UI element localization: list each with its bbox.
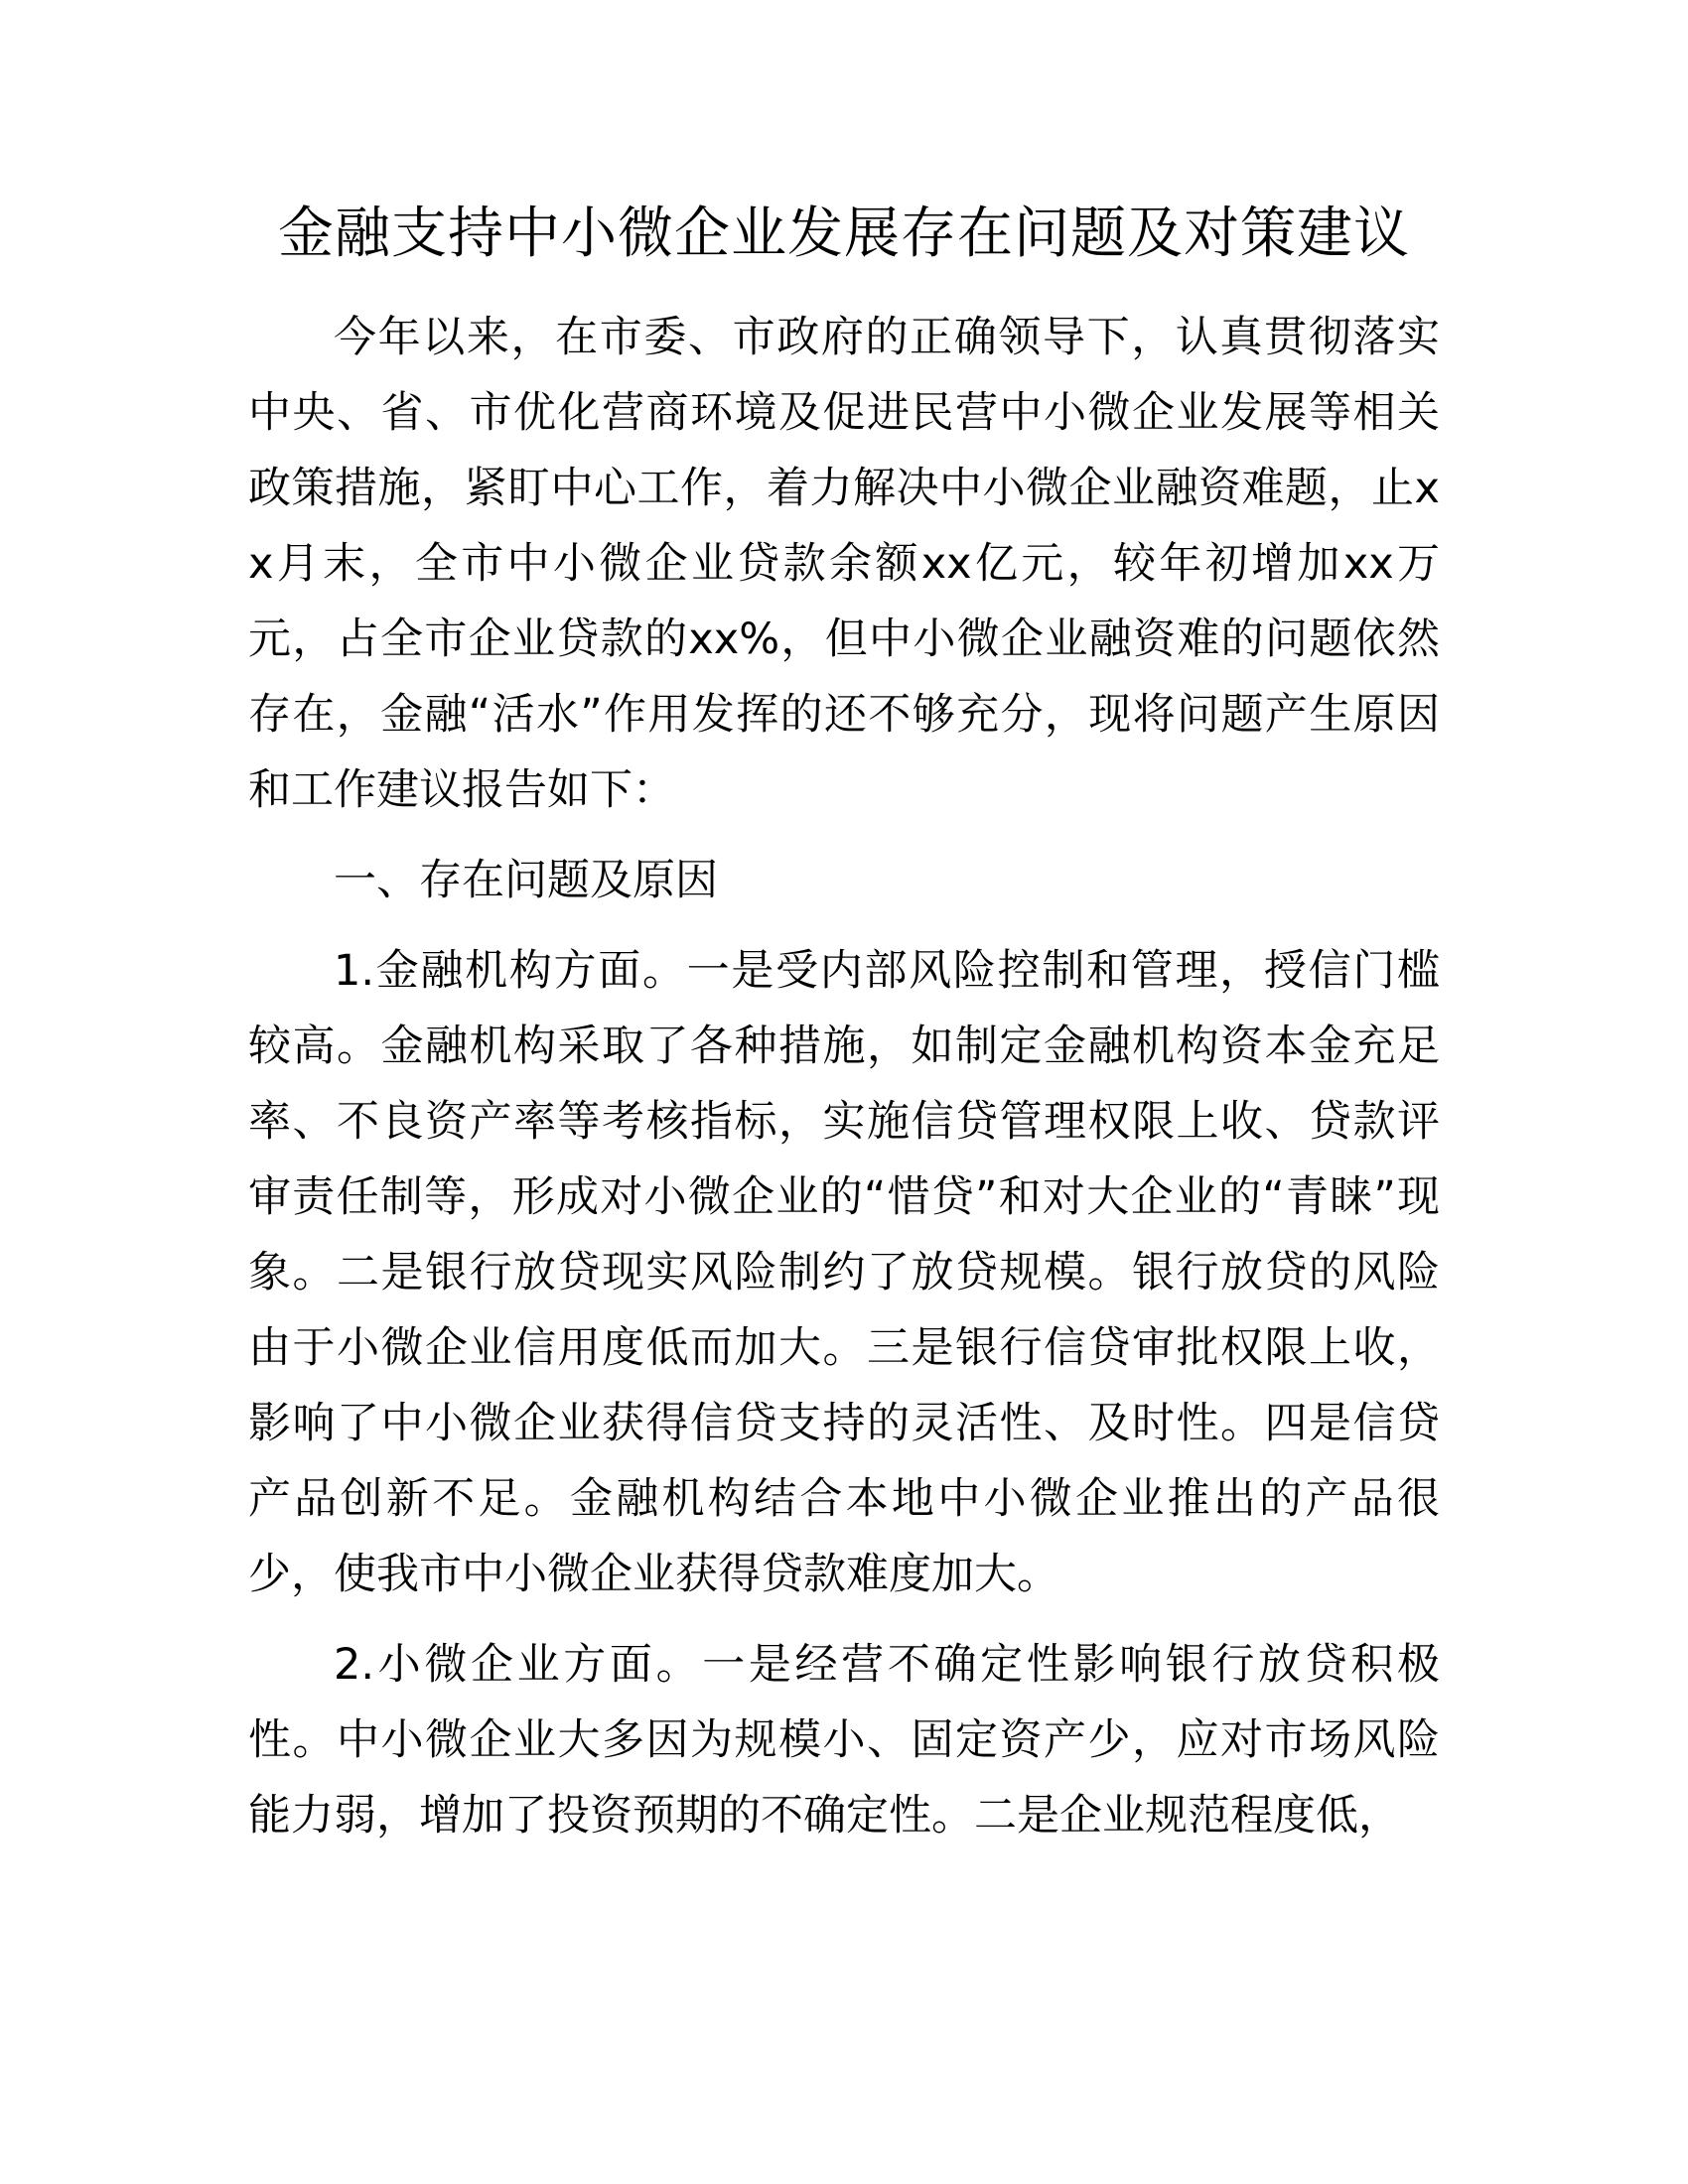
paragraph-financial-institutions: 1.金融机构方面。一是受内部风险控制和管理，授信门槛较高。金融机构采取了各种措施，如制定金融机构资本金充足率、不良资产率等考核指标，实施信贷管理权限上收、贷款评审责任制等，形成对小微企业的“惜贷”和对大企业的“青睐”现象。二是银行放贷现实风险制约了放贷规模。银行放贷的风险由于小微企业信用度低而加大。三是银行信贷审批权限上收，影响了中小微企业获得信贷支持的灵活性、及时性。四是信贷产品创新不足。金融机构结合本地中小微企业推出的产品很少，使我市中小微企业获得贷款难度加大。 xyxy=(248,946,1440,1599)
intro-paragraph: 今年以来，在市委、市政府的正确领导下，认真贯彻落实中央、省、市优化营商环境及促进民营中小微企业发展等相关政策措施，紧盯中心工作，着力解决中小微企业融资难题，止xx月末，全市中小微企业贷款余额xx亿元，较年初增加xx万元，占全市企业贷款的xx%，但中小微企业融资难的问题依然存在，金融“活水”作用发挥的还不够充分，现将问题产生原因和工作建议报告如下： xyxy=(248,313,1440,815)
paragraph-small-enterprises: 2.小微企业方面。一是经营不确定性影响银行放贷积极性。中小微企业大多因为规模小、固定资产少，应对市场风险能力弱，增加了投资预期的不确定性。二是企业规范程度低， xyxy=(248,1640,1440,1841)
document-title: 金融支持中小微企业发展存在问题及对策建议 xyxy=(278,202,1410,266)
document-body xyxy=(248,300,1440,1853)
section-heading-problems: 一、存在问题及原因 xyxy=(334,856,718,905)
